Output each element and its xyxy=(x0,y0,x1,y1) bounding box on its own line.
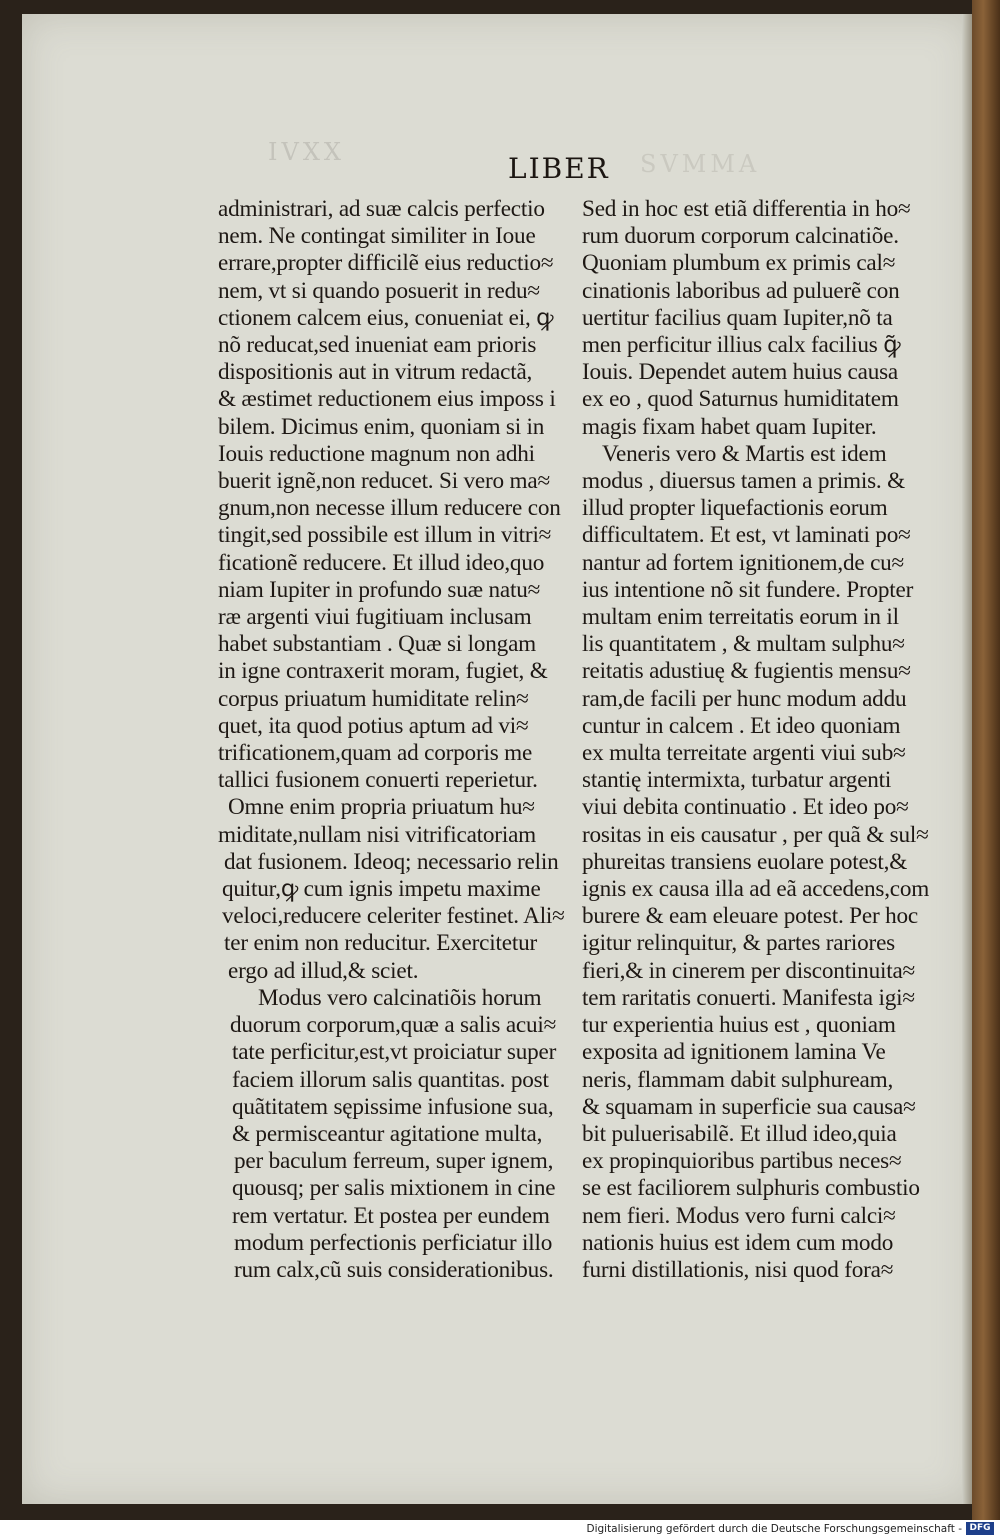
text-line: Veneris vero & Martis est idem xyxy=(602,440,887,467)
right-text-column xyxy=(582,196,930,1284)
text-line: dat fusionem. Ideoq; necessario relin xyxy=(224,848,559,875)
text-line: viui debita continuatio . Et ideo po≈ xyxy=(582,794,909,821)
text-line: quet, ita quod potius aptum ad vi≈ xyxy=(218,712,529,739)
text-line: neris, flammam dabit sulphuream, xyxy=(582,1066,894,1093)
show-through-text: IVXX xyxy=(268,138,345,166)
text-line: exposita ad ignitionem lamina Ve xyxy=(582,1039,886,1066)
funding-credit: Digitalisierung gefördert durch die Deutsche Forschungsgemeinschaft - xyxy=(586,1523,962,1535)
text-line: corpus priuatum humiditate relin≈ xyxy=(218,685,529,712)
text-line: igitur relinquitur, & partes rariores xyxy=(582,930,895,957)
text-line: se est faciliorem sulphuris combustio xyxy=(582,1175,920,1202)
text-line: dispositionis aut in vitrum redactã, xyxy=(218,359,533,386)
text-line: lis quantitatem , & multam sulphu≈ xyxy=(582,631,905,658)
text-line: uertitur facilius quam Iupiter,nõ ta xyxy=(582,304,893,331)
text-line: phureitas transiens euolare potest,& xyxy=(582,848,908,875)
text-line: bit puluerisabilẽ. Et illud ideo,quia xyxy=(582,1120,897,1147)
text-line: magis fixam habet quam Iupiter. xyxy=(582,413,877,440)
text-line: ex multa terreitate argenti viui sub≈ xyxy=(582,740,906,767)
left-text-column xyxy=(218,196,564,1284)
text-line: & æstimet reductionem eius imposs i xyxy=(218,386,556,413)
running-head: LIBER xyxy=(508,152,610,185)
text-line: stantię intermixta, turbatur argenti xyxy=(582,767,892,794)
text-line: ex eo , quod Saturnus humiditatem xyxy=(582,386,899,413)
text-line: ficationẽ reducere. Et illud ideo,quo xyxy=(218,549,545,576)
show-through-text-right: SVMMA xyxy=(640,150,761,178)
text-line: difficultatem. Et est, vt laminati po≈ xyxy=(582,522,911,549)
text-line: & permisceantur agitatione multa, xyxy=(232,1120,543,1147)
text-line: Iouis. Dependet autem huius causa xyxy=(582,359,898,386)
text-line: nem fieri. Modus vero furni calci≈ xyxy=(582,1202,896,1229)
text-line: tingit,sed possibile est illum in vitri≈ xyxy=(218,522,552,549)
text-line: modus , diuersus tamen a primis. & xyxy=(582,468,905,495)
text-line: nem. Ne contingat similiter in Ioue xyxy=(218,223,536,250)
text-line: Omne enim propria priuatum hu≈ xyxy=(228,794,535,821)
text-line: illud propter liquefactionis eorum xyxy=(582,495,888,522)
text-line: rositas in eis causatur , per quã & sul≈ xyxy=(582,821,929,848)
text-line: bilem. Dicimus enim, quoniam si in xyxy=(218,413,545,440)
text-line: miditate,nullam nisi vitrificatoriam xyxy=(218,821,536,848)
text-line: multam enim terreitatis eorum in il xyxy=(582,604,899,631)
text-line: in igne contraxerit moram, fugiet, & xyxy=(218,658,548,685)
text-line: tem raritatis conuerti. Manifesta igi≈ xyxy=(582,984,915,1011)
dfg-logo-icon: DFG xyxy=(966,1522,994,1535)
text-line: tallici fusionem conuerti reperietur. xyxy=(218,767,538,794)
text-line: cinationis laboribus ad puluerẽ con xyxy=(582,277,900,304)
text-line: ctionem calcem eius, conueniat ei, ꝙ xyxy=(218,304,554,331)
text-line: ræ argenti viui fugitiuam inclusam xyxy=(218,604,532,631)
text-line: cuntur in calcem . Et ideo quoniam xyxy=(582,712,901,739)
page-gutter xyxy=(962,14,972,1504)
text-line: Modus vero calcinatiõis horum xyxy=(258,984,542,1011)
text-line: modum perfectionis perficiatur illo xyxy=(234,1229,553,1256)
text-line: quousq; per salis mixtionem in cine xyxy=(232,1175,556,1202)
text-line: duorum corporum,quæ a salis acui≈ xyxy=(230,1012,557,1039)
text-line: rum duorum corporum calcinatiõe. xyxy=(582,223,899,250)
text-line: ram,de facili per hunc modum addu xyxy=(582,685,907,712)
text-line: faciem illorum salis quantitas. post xyxy=(232,1066,549,1093)
text-line: tur experientia huius est , quoniam xyxy=(582,1012,896,1039)
text-line: nem, vt si quando posuerit in redu≈ xyxy=(218,277,540,304)
text-line: administrari, ad suæ calcis perfectio xyxy=(218,196,545,222)
text-line: ergo ad illud,& sciet. xyxy=(228,957,419,984)
text-line: rum calx,cũ suis considerationibus. xyxy=(234,1256,554,1283)
text-line: Sed in hoc est etiã differentia in ho≈ xyxy=(582,196,911,222)
text-line: quitur,ꝙ cum ignis impetu maxime xyxy=(222,876,541,903)
text-line: nõ reducat,sed inueniat eam prioris xyxy=(218,332,537,359)
text-line: gnum,non necesse illum reducere con xyxy=(218,495,561,522)
text-line: ter enim non reducitur. Exercitetur xyxy=(224,930,537,957)
text-line: burere & eam eleuare potest. Per hoc xyxy=(582,903,918,930)
text-line: nantur ad fortem ignitionem,de cu≈ xyxy=(582,549,905,576)
text-line: nationis huius est idem cum modo xyxy=(582,1229,894,1256)
text-line: habet substantiam . Quæ si longam xyxy=(218,631,536,658)
text-line: Quoniam plumbum ex primis cal≈ xyxy=(582,250,896,277)
text-line: trificationem,quam ad corporis me xyxy=(218,740,533,767)
text-line: buerit ignẽ,non reducet. Si vero ma≈ xyxy=(218,468,550,495)
text-line: men perficitur illius calx facilius ꝙ̃ xyxy=(582,332,901,359)
text-line: niam Iupiter in profundo suæ natu≈ xyxy=(218,576,541,603)
text-line: rem vertatur. Et postea per eundem xyxy=(232,1202,550,1229)
book-spine xyxy=(972,0,1000,1520)
text-line: quãtitatem sępissime infusione sua, xyxy=(232,1093,554,1120)
text-line: Iouis reductione magnum non adhi xyxy=(218,440,535,467)
text-line: errare,propter difficilẽ eius reductio≈ xyxy=(218,250,554,277)
text-line: fieri,& in cinerem per discontinuita≈ xyxy=(582,957,916,984)
text-line: ignis ex causa illa ad eã accedens,com xyxy=(582,876,930,903)
text-line: ex propinquioribus partibus neces≈ xyxy=(582,1148,902,1175)
text-line: per baculum ferreum, super ignem, xyxy=(234,1148,554,1175)
text-line: & squamam in superficie sua causa≈ xyxy=(582,1093,916,1120)
text-line: veloci,reducere celeriter festinet. Ali≈ xyxy=(222,903,565,930)
text-line: reitatis adustiuę & fugientis mensu≈ xyxy=(582,658,911,685)
text-line: tate perficitur,est,vt proiciatur super xyxy=(232,1039,557,1066)
text-line: furni distillationis, nisi quod fora≈ xyxy=(582,1256,894,1283)
text-line: ius intentione nõ sit fundere. Propter xyxy=(582,576,914,603)
